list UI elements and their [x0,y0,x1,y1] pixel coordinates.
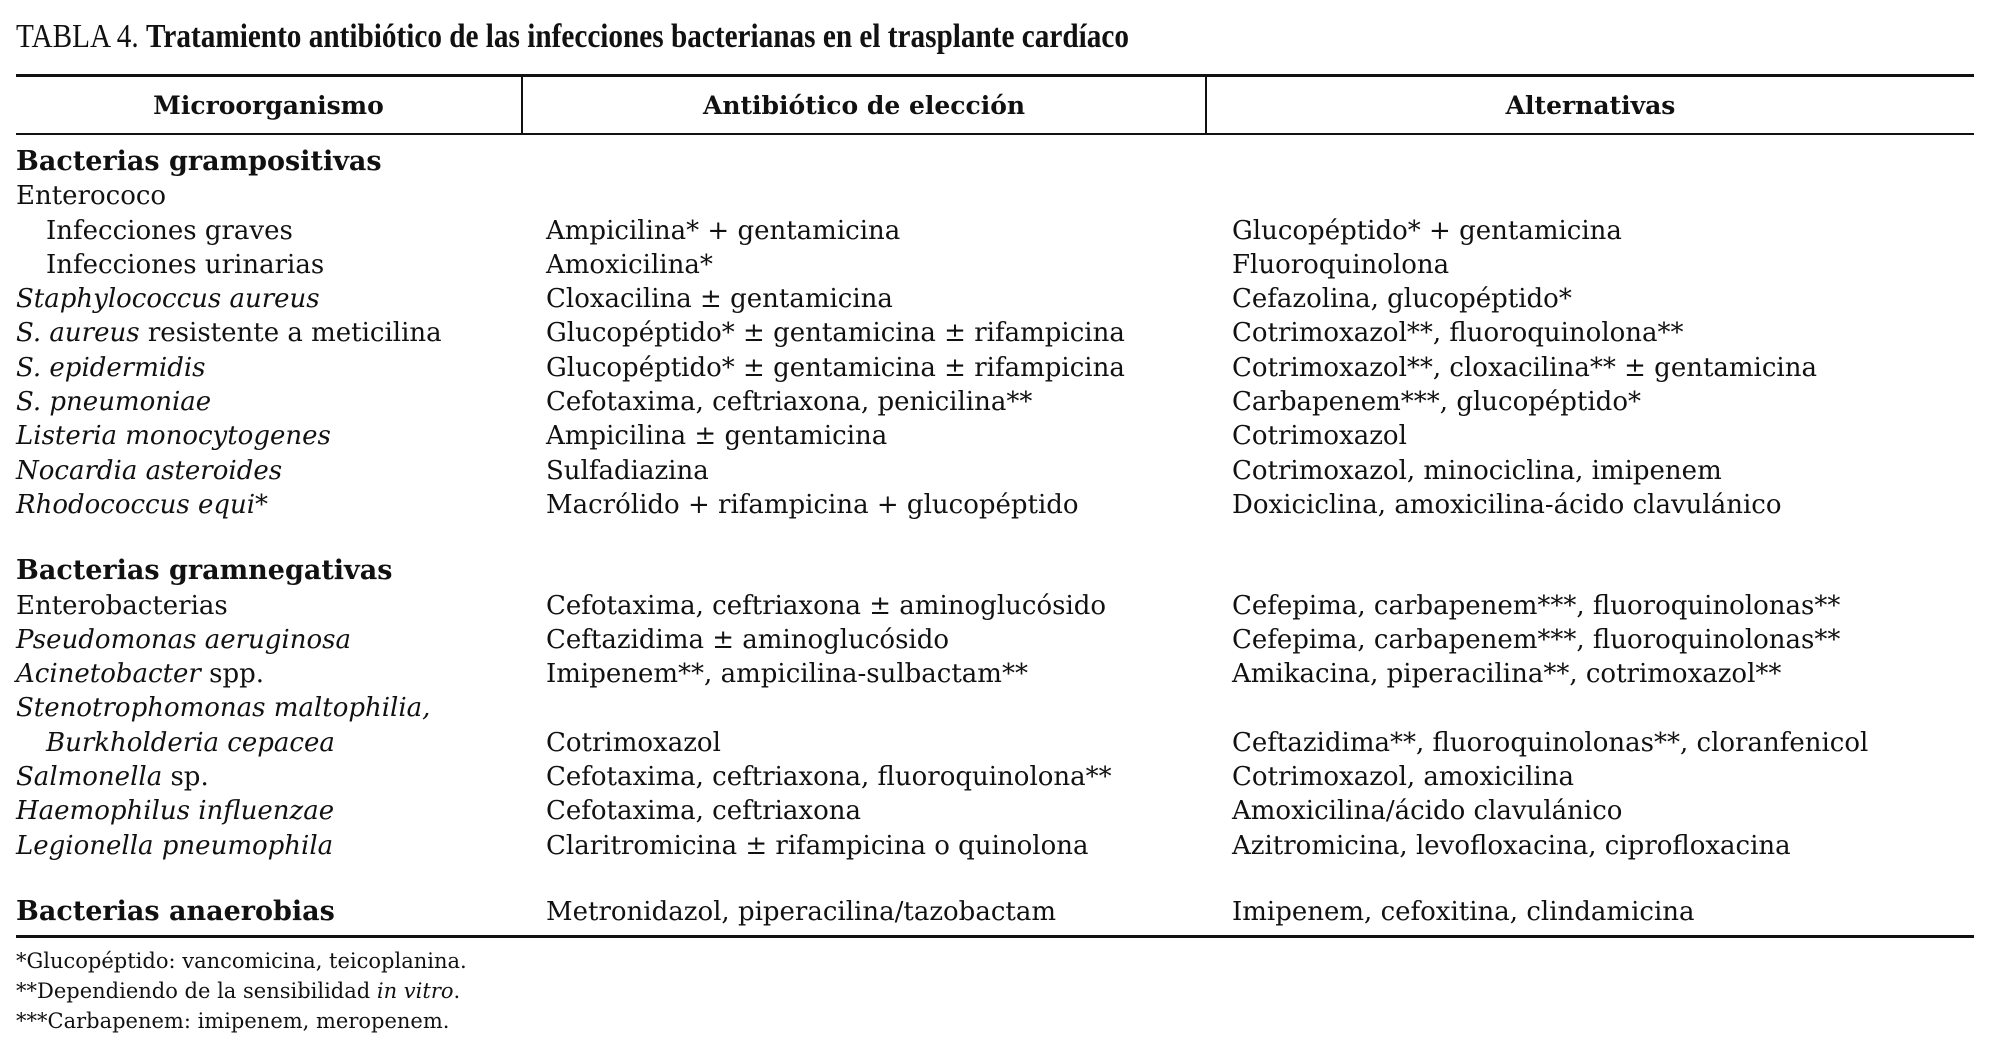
choice-cell: Cotrimoxazol [546,727,721,758]
alternatives-cell: Cotrimoxazol**, cloxacilina** ± gentamicina [1232,352,1817,383]
alternatives-cell: Doxiciclina, amoxicilina-ácido clavulánico [1232,489,1782,520]
microorganism-cell: Nocardia asteroides [16,455,283,486]
table-row [16,179,1974,213]
table-row [16,351,1974,385]
table-document [16,16,1974,1034]
microorganism-cell: Infecciones urinarias [46,249,325,280]
alternatives-cell: Amikacina, piperacilina**, cotrimoxazol** [1232,659,1782,690]
table-row [16,589,1974,623]
alternatives-cell: Glucopéptido* + gentamicina [1232,215,1622,246]
table-row [16,385,1974,419]
microorganism-cell: Legionella pneumophila [16,830,334,861]
footnote-sensitivity [16,976,1974,1006]
alternatives-cell: Ceftazidima**, fluoroquinolonas**, cloranfenicol [1232,727,1869,758]
choice-cell: Ampicilina* + gentamicina [546,215,901,246]
table-row [16,214,1974,248]
alternatives-cell: Fluoroquinolona [1232,249,1450,280]
alternatives-cell: Azitromicina, levofloxacina, ciprofloxacina [1232,830,1791,861]
header-antibiotic-choice: Antibiótico de elección [523,77,1207,133]
alternatives-cell: Imipenem, cefoxitina, clindamicina [1232,896,1695,927]
footnotes [16,938,1974,1036]
choice-cell: Sulfadiazina [546,455,709,486]
microorganism-cell: Burkholderia cepacea [46,727,335,758]
table-row [16,488,1974,522]
choice-cell: Cloxacilina ± gentamicina [546,284,893,315]
table-row [16,419,1974,453]
microorganism-cell: Stenotrophomonas maltophilia, [16,693,431,724]
microorganism-cell [16,316,546,350]
alternatives-cell: Cotrimoxazol, amoxicilina [1232,762,1574,793]
choice-cell: Amoxicilina* [546,249,713,280]
antibiotic-table [16,74,1974,1036]
alternatives-cell: Amoxicilina/ácido clavulánico [1232,796,1623,827]
table-row [16,623,1974,657]
alternatives-cell: Carbapenem***, glucopéptido* [1232,387,1641,418]
choice-cell: Cefotaxima, ceftriaxona, fluoroquinolona** [546,762,1112,793]
header-alternatives: Alternativas [1505,90,1676,120]
alternatives-cell: Cotrimoxazol [1232,421,1407,452]
footnote-glucopeptide: *Glucopéptido: vancomicina, teicoplanina. [16,949,467,974]
alternatives-cell: Cefepima, carbapenem***, fluoroquinolonas** [1232,624,1841,655]
microorganism-cell: Pseudomonas aeruginosa [16,624,351,655]
footnote-italic: in vitro [376,979,454,1004]
microorganism-italic: Acinetobacter [16,659,201,690]
choice-cell: Cefotaxima, ceftriaxona ± aminoglucósido [546,590,1107,621]
choice-cell: Glucopéptido* ± gentamicina ± rifampicina [546,318,1125,349]
group-label: Bacterias anaerobias [16,895,335,927]
microorganism-cell [16,760,546,794]
microorganism-cell: Enterococo [16,181,167,212]
caption-label: TABLA 4. [16,18,139,55]
header-microorganism: Microorganismo [16,77,523,133]
microorganism-cell: Infecciones graves [46,215,293,246]
footnote-end: . [453,979,461,1004]
row-gap [16,522,1974,554]
table-row [16,282,1974,316]
choice-cell: Ampicilina ± gentamicina [546,421,888,452]
choice-cell: Ceftazidima ± aminoglucósido [546,624,950,655]
alternatives-cell: Cefazolina, glucopéptido* [1232,284,1572,315]
table-row [16,316,1974,350]
table-row [16,248,1974,282]
microorganism-cell [16,657,546,691]
table-row [16,726,1974,760]
choice-cell: Glucopéptido* ± gentamicina ± rifampicina [546,352,1125,383]
table-row-group-gramnegative [16,554,1974,588]
microorganism-cell: Listeria monocytogenes [16,421,331,452]
microorganism-rest: spp. [200,659,265,690]
footnote-carbapenem: ***Carbapenem: imipenem, meropenem. [16,1009,450,1034]
table-body [16,135,1974,938]
microorganism-cell: Haemophilus influenzae [16,796,335,827]
row-gap [16,863,1974,895]
table-caption [16,16,1700,60]
alternatives-cell: Cotrimoxazol, minociclina, imipenem [1232,455,1722,486]
table-row [16,657,1974,691]
table-row [16,691,1974,725]
microorganism-cell: S. epidermidis [16,352,206,383]
microorganism-italic: S. aureus [16,318,140,349]
microorganism-rest: sp. [162,762,209,793]
choice-cell: Cefotaxima, ceftriaxona [546,796,861,827]
choice-cell: Metronidazol, piperacilina/tazobactam [546,896,1056,927]
microorganism-cell: Staphylococcus aureus [16,284,320,315]
microorganism-cell: S. pneumoniae [16,387,212,418]
footnote-text: **Dependiendo de la sensibilidad [16,979,377,1004]
table-row-group-grampositive [16,145,1974,179]
table-row [16,454,1974,488]
table-row [16,794,1974,828]
table-header [16,74,1974,135]
microorganism-rest: resistente a meticilina [139,318,442,349]
microorganism-italic: Salmonella [16,762,163,793]
microorganism-cell: Enterobacterias [16,590,228,621]
group-label: Bacterias gramnegativas [16,555,393,587]
group-label: Bacterias grampositivas [16,146,382,177]
choice-cell: Cefotaxima, ceftriaxona, penicilina** [546,387,1033,418]
alternatives-cell: Cefepima, carbapenem***, fluoroquinolonas** [1232,590,1841,621]
choice-cell: Imipenem**, ampicilina-sulbactam** [546,659,1028,690]
caption-title: Tratamiento antibiótico de las infecciones bacterianas en el trasplante cardíaco [146,18,1129,55]
table-row [16,760,1974,794]
table-row [16,829,1974,863]
alternatives-cell: Cotrimoxazol**, fluoroquinolona** [1232,318,1684,349]
table-row-group-anaerobic [16,895,1974,929]
choice-cell: Macrólido + rifampicina + glucopéptido [546,489,1079,520]
microorganism-cell: Rhodococcus equi* [16,489,269,520]
choice-cell: Claritromicina ± rifampicina o quinolona [546,830,1089,861]
